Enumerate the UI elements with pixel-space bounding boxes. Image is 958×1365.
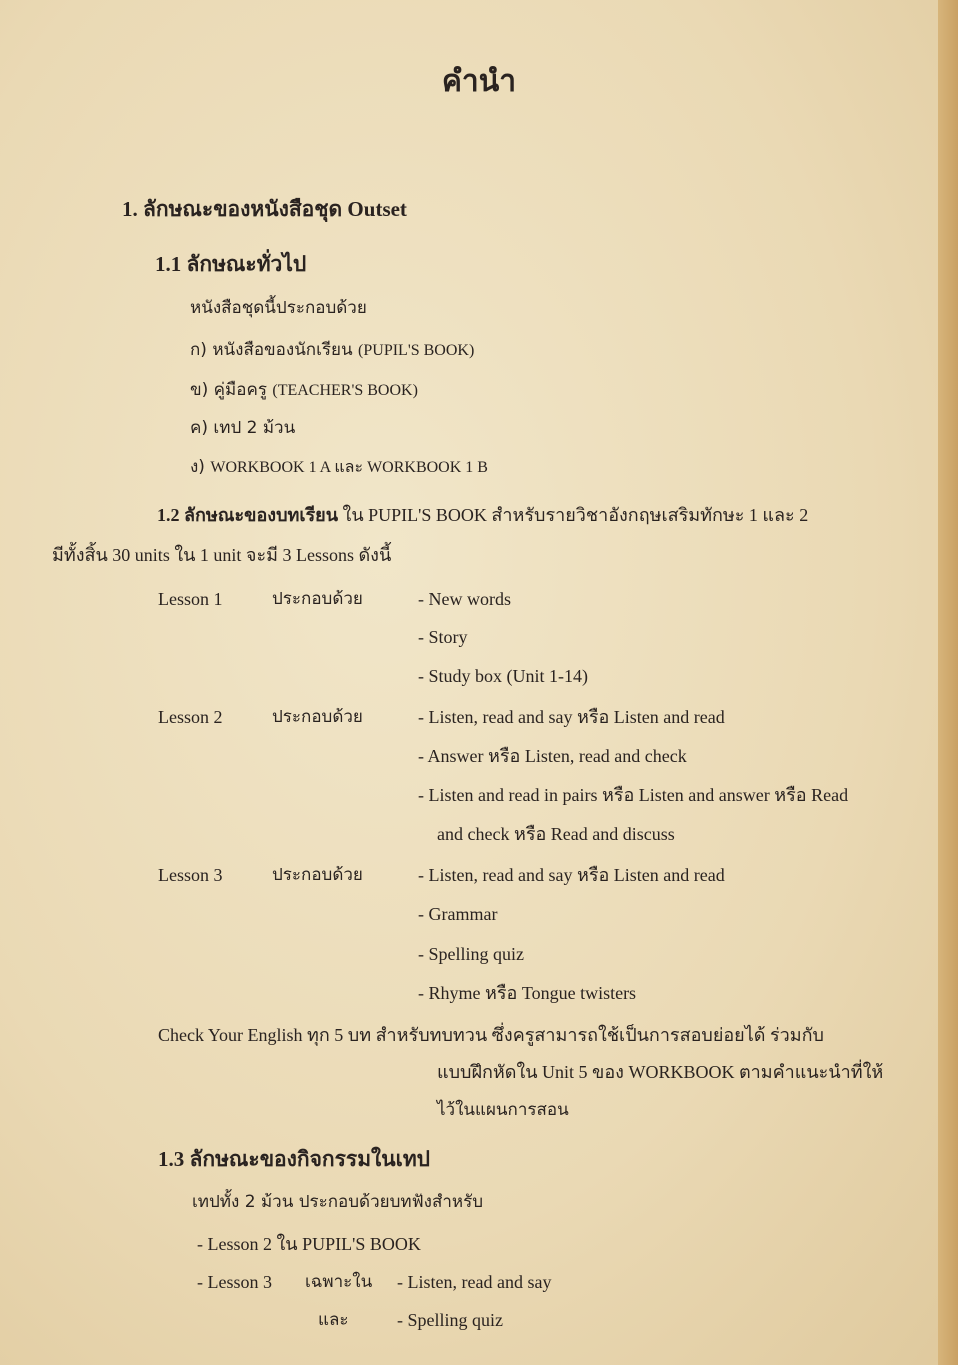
section-1-1-heading: 1.1 ลักษณะทั่วไป [155,252,307,276]
section-1-2-heading: 1.2 ลักษณะของบทเรียน [157,505,339,525]
tape-subitem: - Listen, read and say [397,1272,552,1292]
only-in-label: เฉพาะใน [305,1272,373,1292]
section-1-3-intro: เทปทั้ง 2 ม้วน ประกอบด้วยบทฟังสำหรับ [192,1192,483,1212]
section-1-2-line: 1.2 ลักษณะของบทเรียน ใน PUPIL'S BOOK สำหรับรายวิชาอังกฤษเสริมทักษะ 1 และ 2 [157,505,809,525]
tape-item: - Lesson 3 [197,1272,272,1292]
lesson-item: - Spelling quiz [418,944,524,964]
lesson-item: - Listen, read and say หรือ Listen and read [418,707,725,727]
list-item: ข) คู่มือครู (TEACHER'S BOOK) [190,380,418,400]
check-your-english-line: Check Your English ทุก 5 บท สำหรับทบทวน ซึ่งครูสามารถใช้เป็นการสอบย่อยได้ ร่วมกับ [158,1025,824,1045]
lesson-item: - Answer หรือ Listen, read and check [418,746,687,766]
lesson-label: Lesson 3 [158,865,223,885]
lesson-item: - Story [418,627,468,647]
list-item: ก) หนังสือของนักเรียน (PUPIL'S BOOK) [190,340,475,360]
lesson-item: - Rhyme หรือ Tongue twisters [418,983,637,1003]
section-1-heading: 1. ลักษณะของหนังสือชุด Outset [122,197,407,221]
page-edge-shadow [938,0,958,1365]
section-1-3-heading: 1.3 ลักษณะของกิจกรรมในเทป [158,1147,431,1171]
list-item: ง) WORKBOOK 1 A และ WORKBOOK 1 B [190,457,488,477]
check-your-english-line: แบบฝึกหัดใน Unit 5 ของ WORKBOOK ตามคำแนะนำที่ให้ [437,1062,884,1082]
lesson-item: - Listen and read in pairs หรือ Listen and answer หรือ Read [418,785,849,805]
lesson-item: - New words [418,589,511,609]
consists-of-label: ประกอบด้วย [272,865,363,885]
lesson-label: Lesson 2 [158,707,223,727]
section-1-2-line-2: มีทั้งสิ้น 30 units ใน 1 unit จะมี 3 Lessons ดังนี้ [52,545,392,565]
lesson-item: - Grammar [418,904,498,924]
list-item: ค) เทป 2 ม้วน [190,418,296,438]
tape-subitem: - Spelling quiz [397,1310,503,1330]
consists-of-label: ประกอบด้วย [272,589,363,609]
page-title: คำนำ [441,64,517,99]
section-1-1-intro: หนังสือชุดนี้ประกอบด้วย [190,298,367,318]
check-your-english-line: ไว้ในแผนการสอน [437,1100,569,1120]
tape-item: - Lesson 2 ใน PUPIL'S BOOK [197,1234,421,1254]
lesson-item: - Listen, read and say หรือ Listen and read [418,865,725,885]
lesson-item: - Study box (Unit 1-14) [418,666,588,686]
consists-of-label: ประกอบด้วย [272,707,363,727]
lesson-item-continuation: and check หรือ Read and discuss [437,824,675,844]
and-label: และ [318,1310,349,1330]
lesson-label: Lesson 1 [158,589,223,609]
